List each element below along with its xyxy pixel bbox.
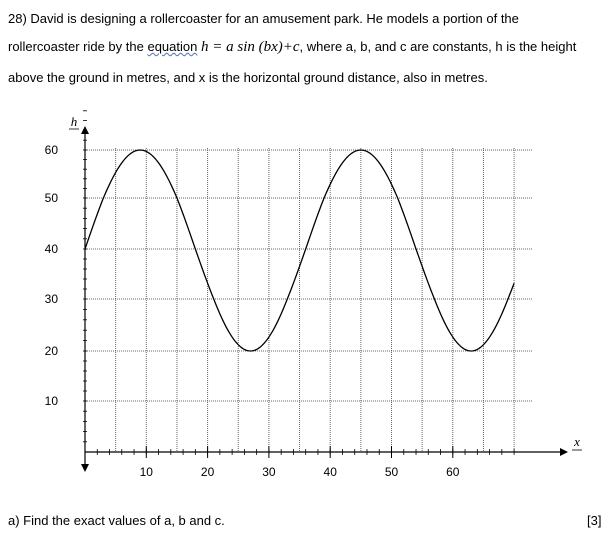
question-text-2b: , where a, b, and c are constants, h is the height (299, 39, 577, 54)
equation-word: equation (147, 39, 198, 54)
x-tick-label: 30 (262, 465, 276, 479)
x-tick-label: 60 (446, 465, 460, 479)
x-tick-label: 20 (200, 465, 215, 479)
x-axis-arrow (560, 448, 568, 456)
question-text-1: David is designing a rollercoaster for an amusement park. He models a portion of the (30, 11, 519, 26)
y-tick-label: 50 (44, 191, 58, 205)
y-axis-label: h (70, 114, 78, 129)
y-tick-label: 20 (44, 344, 58, 358)
marks: [3] (587, 513, 602, 528)
x-tick-label: 10 (139, 465, 153, 479)
question-text-3: above the ground in metres, and x is the horizontal ground distance, also in metres. (8, 70, 488, 85)
question-text-2a: rollercoaster ride by the (8, 39, 144, 54)
equation: h = a sin (bx)+c (200, 39, 300, 55)
x-tick-label: 50 (384, 465, 399, 479)
question-number: 28) (8, 11, 27, 26)
y-tick-label: 60 (44, 143, 58, 157)
y-axis-arrow-down (81, 464, 89, 472)
y-tick-label: 10 (44, 394, 58, 408)
y-tick-label: 40 (44, 242, 58, 256)
y-tick-label: 30 (44, 292, 58, 306)
x-axis-label: x (574, 434, 580, 449)
x-tick-label: 40 (323, 465, 337, 479)
part-a: a) Find the exact values of a, b and c. (8, 513, 225, 528)
